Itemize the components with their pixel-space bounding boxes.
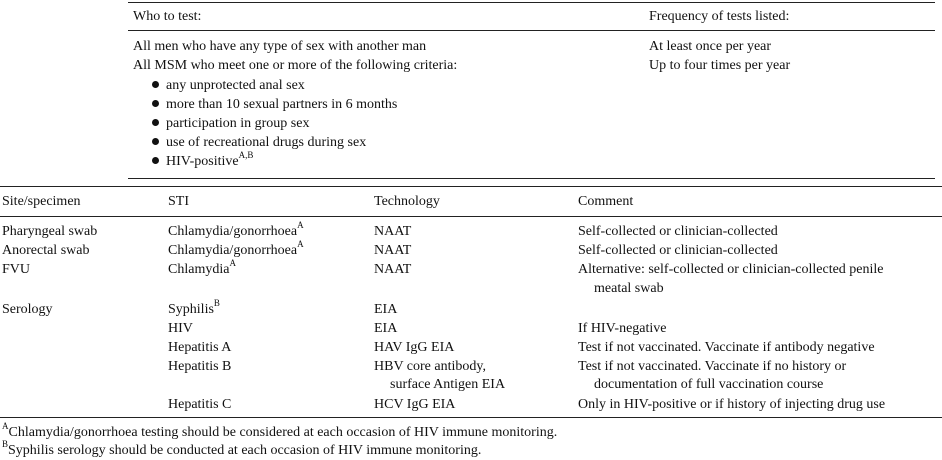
- criteria-item: [152, 96, 397, 114]
- cell-comment: Self-collected or clinician-collected: [578, 243, 778, 258]
- cell-comment: Test if not vaccinated. Vaccinate if antibody negative: [578, 340, 875, 355]
- cell-technology: HAV IgG EIA: [374, 340, 455, 355]
- cell-comment-continued: documentation of full vaccination course: [594, 377, 824, 392]
- footnote-mark: B: [2, 439, 9, 450]
- criteria-item: [152, 134, 366, 152]
- cell-technology-continued: surface Antigen EIA: [390, 377, 506, 392]
- sti-name: Hepatitis C: [168, 397, 232, 412]
- footnote: [2, 439, 482, 460]
- cell-comment: Self-collected or clinician-collected: [578, 224, 778, 239]
- who-row-2: All MSM who meet one or more of the following criteria:: [133, 58, 458, 73]
- who-row-1: All men who have any type of sex with another man: [133, 39, 427, 54]
- cell-comment: Test if not vaccinated. Vaccinate if no history or: [578, 359, 847, 374]
- cell-technology: NAAT: [374, 243, 412, 258]
- table-top-rule: [0, 186, 942, 187]
- footnote-mark: A: [229, 258, 236, 269]
- cell-comment-continued: meatal swab: [594, 281, 664, 296]
- criteria-text: more than 10 sexual partners in 6 months: [166, 97, 398, 112]
- header-rule: [128, 30, 935, 31]
- frequency-row-2: Up to four times per year: [649, 58, 791, 73]
- cell-comment: Only in HIV-positive or if history of injecting drug use: [578, 397, 886, 412]
- criteria-text: any unprotected anal sex: [166, 78, 305, 93]
- cell-comment: If HIV-negative: [578, 321, 667, 336]
- cell-technology: EIA: [374, 302, 398, 317]
- col-header-comment: Comment: [578, 194, 634, 209]
- col-header-technology: Technology: [374, 194, 440, 209]
- cell-site: Pharyngeal swab: [2, 224, 98, 239]
- col-header-site: Site/specimen: [2, 194, 81, 209]
- criteria-item: [152, 77, 305, 95]
- sti-name: Chlamydia/gonorrhoea: [168, 243, 298, 258]
- cell-technology: NAAT: [374, 262, 412, 277]
- sti-name: HIV: [168, 321, 193, 336]
- cell-technology: EIA: [374, 321, 398, 336]
- top-bottom-rule: [128, 178, 935, 179]
- cell-sti: [168, 298, 220, 319]
- top-rule: [128, 2, 935, 3]
- footnote-mark: A: [297, 239, 304, 250]
- col-header-sti: STI: [168, 194, 189, 209]
- header-frequency: Frequency of tests listed:: [649, 9, 790, 24]
- criteria-item: [152, 150, 254, 171]
- sti-name: Chlamydia/gonorrhoea: [168, 224, 298, 239]
- cell-sti: [168, 339, 231, 357]
- table-bottom-rule: [0, 417, 942, 418]
- cell-sti: [168, 396, 231, 414]
- frequency-row-1: At least once per year: [649, 39, 772, 54]
- criteria-item: [152, 115, 309, 133]
- cell-sti: [168, 258, 236, 279]
- criteria-text: use of recreational drugs during sex: [166, 135, 367, 150]
- table-header-rule: [0, 216, 942, 217]
- cell-site: Serology: [2, 302, 53, 317]
- sti-name: Hepatitis A: [168, 340, 232, 355]
- cell-sti: [168, 358, 231, 376]
- sti-name: Syphilis: [168, 302, 214, 317]
- cell-sti: [168, 320, 193, 338]
- cell-site: FVU: [2, 262, 31, 277]
- footnote: [2, 421, 558, 442]
- cell-site: Anorectal swab: [2, 243, 90, 258]
- footnote-text: Syphilis serology should be conducted at each occasion of HIV immune monitoring.: [8, 443, 482, 458]
- cell-technology: HBV core antibody,: [374, 359, 486, 374]
- sti-name: Hepatitis B: [168, 359, 232, 374]
- footnote-mark: A,B: [238, 150, 254, 161]
- footnote-mark: A: [2, 421, 9, 432]
- cell-comment: Alternative: self-collected or clinician-collected penile: [578, 262, 884, 277]
- footnote-mark: A: [297, 220, 304, 231]
- sti-name: Chlamydia: [168, 262, 230, 277]
- footnote-text: Chlamydia/gonorrhoea testing should be considered at each occasion of HIV immune monitoring.: [8, 425, 558, 440]
- cell-sti: [168, 220, 304, 241]
- cell-technology: NAAT: [374, 224, 412, 239]
- criteria-text: HIV-positive: [166, 154, 239, 169]
- header-who-to-test: Who to test:: [133, 9, 202, 24]
- criteria-text: participation in group sex: [166, 116, 310, 131]
- cell-technology: HCV IgG EIA: [374, 397, 456, 412]
- footnote-mark: B: [213, 298, 220, 309]
